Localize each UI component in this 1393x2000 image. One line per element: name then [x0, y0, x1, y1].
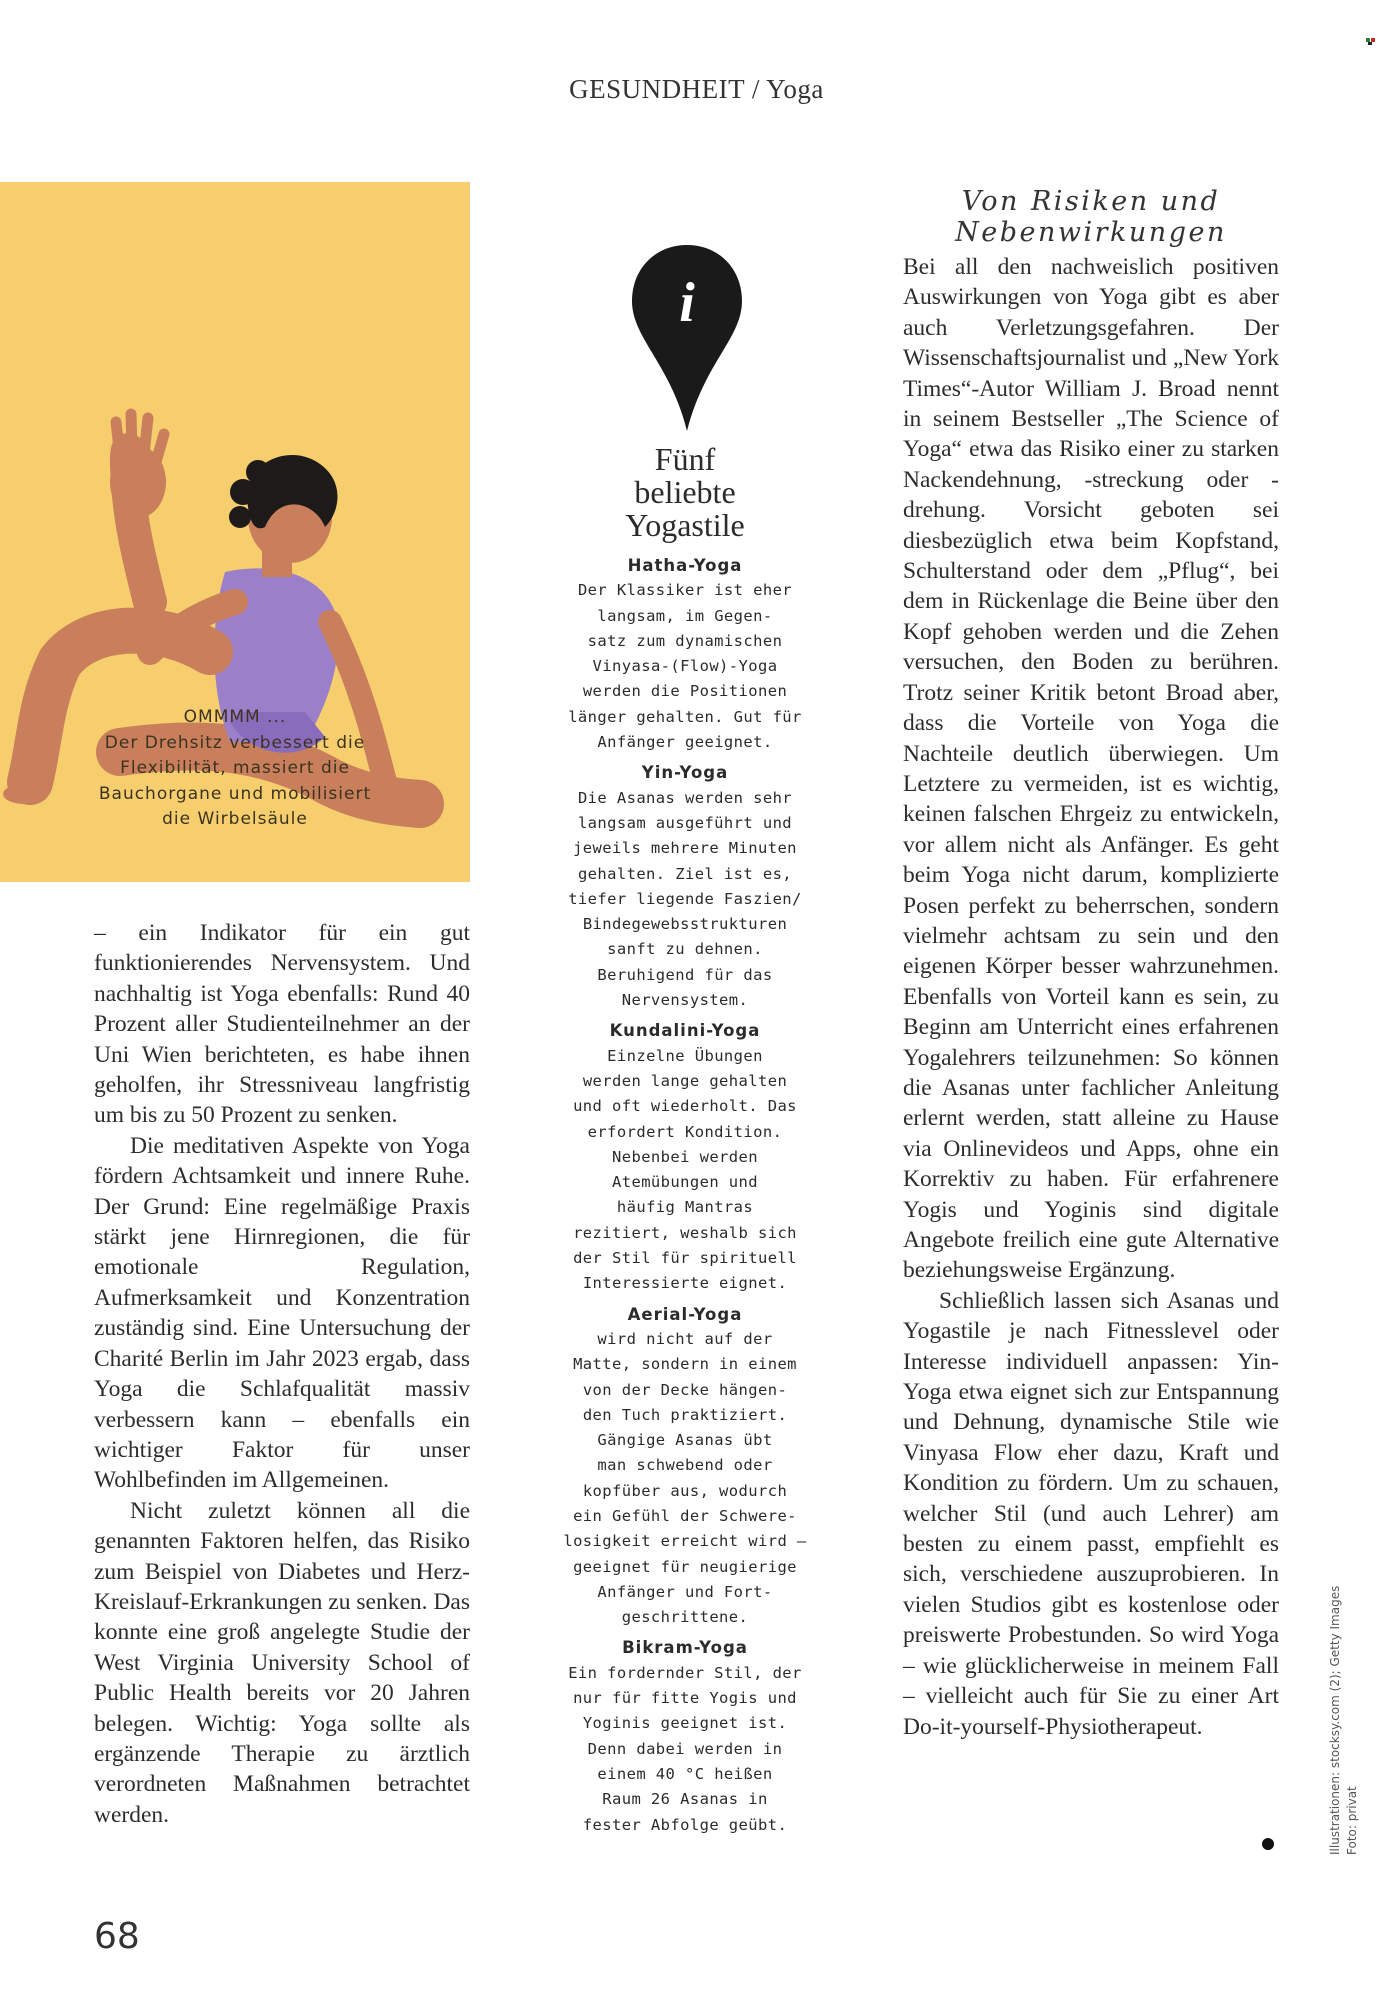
credit-line: Foto: privat [1345, 1786, 1359, 1855]
style-name: Kundalini-Yoga [609, 1021, 761, 1041]
image-credits [1327, 1586, 1361, 1855]
style-description-line: gehalten. Ziel ist es, [577, 864, 793, 883]
style-description-line: rezitiert, weshalb sich [573, 1223, 797, 1242]
style-description-line: langsam, im Gegen- [597, 606, 773, 625]
style-description-line: Ein fordernder Stil, der [568, 1663, 802, 1682]
style-description-line: Yoginis geeignet ist. [582, 1714, 788, 1733]
page-number: 68 [94, 1916, 140, 1957]
right-text-column [903, 252, 1279, 1742]
style-description-line: Vinyasa-(Flow)-Yoga [592, 657, 778, 676]
style-name: Hatha-Yoga [627, 556, 743, 575]
style-description-line: den Tuch praktiziert. [582, 1405, 788, 1424]
info-box-title-line: beliebte [634, 474, 736, 510]
style-description-line: Anfänger geeignet. [597, 733, 773, 752]
style-description-line: der Stil für spirituell [573, 1249, 797, 1268]
style-name: Aerial-Yoga [627, 1304, 743, 1324]
style-description-line: Nervensystem. [621, 991, 749, 1010]
logo-mark-icon [1366, 38, 1376, 46]
style-description-line: langsam ausgeführt und [577, 813, 793, 832]
illustration-caption [0, 705, 470, 833]
style-description-line: Matte, sondern in einem [573, 1355, 797, 1374]
caption-line: Der Drehsitz verbessert die [104, 732, 366, 753]
left-text-column [94, 918, 470, 1830]
info-pin-icon [630, 243, 744, 433]
style-description-line: tiefer liegende Faszien/ [568, 889, 802, 908]
body-paragraph: – ein Indikator für ein gut funktionierendes Nervensystem. Und nachhaltig ist Yoga ebenfalls: Rund 40 Prozent aller Studienteilnehmer an der Uni Wien berichteten, es habe ihnen geholfen, ihr Stressniveau langfristig um bis zu 50 Prozent zu senken. [94, 920, 470, 1129]
info-letter: i [679, 272, 695, 334]
style-description-line: Der Klassiker ist eher [577, 581, 793, 600]
style-description-line: Bindegewebsstrukturen [582, 915, 788, 934]
style-description-line: fester Abfolge geübt. [582, 1815, 788, 1834]
style-name: Yin-Yoga [641, 763, 729, 783]
style-description [553, 1661, 817, 1838]
style-description-line: wird nicht auf der [597, 1329, 773, 1348]
section-heading-line: Nebenwirkungen [955, 217, 1227, 248]
style-name: Bikram-Yoga [622, 1638, 748, 1658]
credit-line: Illustrationen: stocksy.com (2); Getty Images [1328, 1585, 1342, 1855]
style-description-line: jeweils mehrere Minuten [573, 839, 797, 858]
body-paragraph: Schließlich lassen sich Asanas und Yogastile je nach Fitnesslevel oder Interesse individuell anpassen: Yin-Yoga etwa eignet sich zur Entspannung und Dehnung, dynamische Stile wie Vinyasa Flow eher dazu, Kraft und Kondition zu fördern. Um zu schauen, welcher Stil (und auch Lehrer) am besten zu einem passt, empfiehlt es sich, verschiedene auszuprobieren. In vielen Studios gibt es kostenlose oder preiswerte Probestunden. So wird Yoga – wie glücklicherweise in meinem Fall – vielleicht auch für Sie zu einer Art Do-it-yourself-Physiotherapeut. [903, 1287, 1279, 1740]
style-description [553, 1327, 817, 1631]
style-description [553, 1044, 817, 1297]
style-description-line: Atemübungen und [612, 1173, 758, 1192]
style-description-line: von der Decke hängen- [582, 1380, 788, 1399]
style-description-line: geschrittene. [621, 1608, 749, 1627]
style-description-line: satz zum dynamischen [587, 631, 783, 650]
yoga-styles-list [553, 553, 817, 1843]
article-end-mark-icon [1262, 1838, 1274, 1850]
style-description-line: Beruhigend für das [597, 965, 773, 984]
style-description-line: einem 40 °C heißen [597, 1764, 773, 1783]
style-description-line: sanft zu dehnen. [607, 940, 763, 959]
style-description-line: Raum 26 Asanas in [602, 1790, 768, 1809]
style-description-line: Einzelne Übungen [607, 1046, 763, 1065]
caption-line: Bauchorgane und mobilisiert [98, 783, 372, 804]
style-description-line: kopfüber aus, wodurch [582, 1481, 788, 1500]
style-description-line: werden die Positionen [582, 682, 788, 701]
style-description [553, 578, 817, 755]
section-header: GESUNDHEIT / Yoga [569, 74, 824, 104]
section-heading [903, 186, 1279, 248]
style-description-line: werden lange gehalten [582, 1071, 788, 1090]
style-description-line: geeignet für neugierige [573, 1557, 797, 1576]
section-heading-line: Von Risiken und [961, 186, 1221, 217]
style-description-line: Gängige Asanas übt [597, 1431, 773, 1450]
style-description-line: Die Asanas werden sehr [577, 788, 793, 807]
body-paragraph: Nicht zuletzt können all die genannten Faktoren helfen, das Risiko zum Beispiel von Diabetes und Herz-Kreislauf-Erkrankungen zu senken. Das konnte eine groß angelegte Studie der West Virginia University School of Public Health bereits vor 20 Jahren belegen. Wichtig: Yoga sollte als ergänzende Therapie zu ärztlich verordneten Maßnahmen betrachtet werden. [94, 1497, 470, 1828]
info-box-title [560, 443, 810, 542]
body-paragraph: Die meditativen Aspekte von Yoga fördern Achtsamkeit und innere Ruhe. Der Grund: Eine regelmäßige Praxis stärkt jene Hirnregionen, die für emotionale Regulation, Aufmerksamkeit und Konzentration zuständig sind. Eine Untersuchung der Charité Berlin im Jahr 2023 ergab, dass Yoga die Schlafqualität massiv verbessern kann – ebenfalls ein wichtiger Faktor für unser Wohlbefinden im Allgemeinen. [94, 1132, 470, 1494]
style-description-line: und oft wiederholt. Das [573, 1097, 797, 1116]
style-description [553, 786, 817, 1014]
info-box-title-line: Yogastile [625, 507, 745, 543]
style-description-line: Denn dabei werden in [587, 1739, 783, 1758]
body-paragraph: Bei all den nachweislich positiven Auswirkungen von Yoga gibt es aber auch Verletzungsgefahren. Der Wissenschaftsjournalist und „New York Times“-Autor William J. Broad nennt in seinem Bestseller „The Science of Yoga“ etwa das Risiko einer zu starken Nackendehnung, -streckung oder -drehung. Vorsicht geboten sei diesbezüglich etwa beim Kopfstand, Schulterstand oder dem „Pflug“, bei dem in Rückenlage die Beine über den Kopf gehoben werden und die Zehen versuchen, den Boden zu berühren. Trotz seiner Kritik betont Broad aber, dass die Vorteile von Yoga die Nachteile deutlich überwiegen. Um Letztere zu vermeiden, ist es wichtig, keinen falschen Ehrgeiz zu entwickeln, vor allem nicht als Anfänger. Es geht beim Yoga nicht darum, komplizierte Posen perfekt zu beherrschen, sondern vielmehr achtsam zu sein und den eigenen Körper besser wahrzunehmen. Ebenfalls von Vorteil kann es sein, zu Beginn am Unterricht eines erfahrenen Yogalehrers teilzunehmen: So können die Asanas unter fachlicher Anleitung erlernt werden, statt alleine zu Hause via Onlinevideos und Apps, ohne ein Korrektiv zu haben. Für erfahrenere Yogis und Yoginis sind digitale Angebote freilich eine gute Alternative beziehungsweise Ergänzung. [903, 254, 1279, 1284]
style-description-line: Anfänger und Fort- [597, 1582, 773, 1601]
style-description-line: losigkeit erreicht wird – [563, 1532, 807, 1551]
style-description-line: länger gehalten. Gut für [568, 707, 802, 726]
style-description-line: Nebenbei werden [612, 1147, 758, 1166]
style-description-line: erfordert Kondition. [587, 1122, 783, 1141]
style-description-line: man schwebend oder [597, 1456, 773, 1475]
caption-line: die Wirbelsäule [162, 809, 308, 829]
info-box-title-line: Fünf [654, 441, 716, 477]
style-description-line: ein Gefühl der Schwere- [573, 1506, 797, 1525]
style-description-line: häufig Mantras [616, 1198, 754, 1217]
caption-line: Flexibilität, massiert die [120, 758, 350, 778]
style-description-line: nur für fitte Yogis und [573, 1689, 797, 1708]
style-description-line: Interessierte eignet. [582, 1274, 788, 1293]
caption-title: OMMMM ... [183, 707, 287, 727]
